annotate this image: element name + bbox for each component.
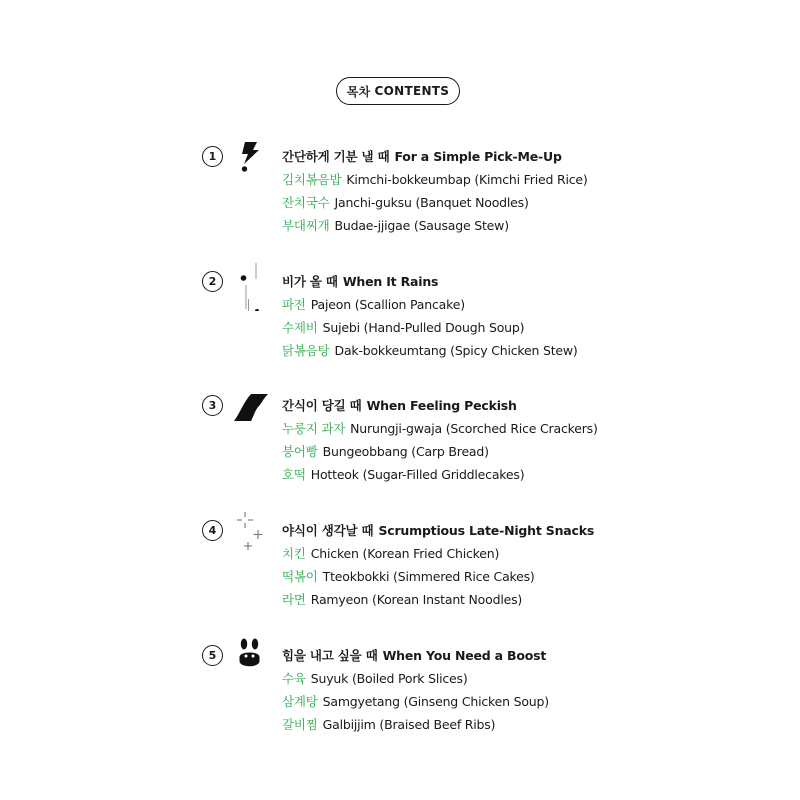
recipe-name-english: Sujebi (Hand-Pulled Dough Soup) — [322, 320, 525, 335]
chapter-title-korean: 비가 올 때 — [282, 274, 338, 289]
recipe-name-korean: 수육 — [282, 671, 306, 686]
recipe-item[interactable] — [282, 442, 489, 460]
chapter-1 — [0, 146, 800, 258]
recipe-item[interactable] — [282, 692, 549, 710]
chapter-title-english: When Feeling Peckish — [366, 398, 517, 413]
chapter-title-korean: 간식이 당길 때 — [282, 398, 362, 413]
recipe-name-english: Dak-bokkeumtang (Spicy Chicken Stew) — [334, 343, 578, 358]
chapter-number-badge: 5 — [202, 645, 223, 666]
chapter-title[interactable] — [282, 396, 517, 414]
chapter-title[interactable] — [282, 521, 594, 539]
recipe-name-english: Suyuk (Boiled Pork Slices) — [310, 671, 468, 686]
recipe-name-korean: 닭볶음탕 — [282, 343, 330, 358]
recipe-name-korean: 호떡 — [282, 467, 306, 482]
recipe-item[interactable] — [282, 216, 509, 234]
recipe-name-korean: 치킨 — [282, 546, 306, 561]
recipe-name-english: Kimchi-bokkeumbap (Kimchi Fried Rice) — [346, 172, 588, 187]
recipe-item[interactable] — [282, 590, 522, 608]
recipe-name-korean: 파전 — [282, 297, 306, 312]
contents-header — [336, 77, 460, 105]
bunny-face-icon — [230, 637, 270, 685]
recipe-name-english: Hotteok (Sugar-Filled Griddlecakes) — [310, 467, 525, 482]
header-korean: 목차 — [346, 84, 371, 99]
recipe-name-korean: 김치볶음밥 — [282, 172, 342, 187]
chapter-title-korean: 간단하게 기분 낼 때 — [282, 149, 390, 164]
sparkle-stars-icon — [230, 512, 270, 560]
chapter-title-english: When You Need a Boost — [382, 648, 547, 663]
rain-drops-icon — [230, 263, 270, 311]
recipe-name-english: Nurungji-gwaja (Scorched Rice Crackers) — [350, 421, 598, 436]
chapter-2 — [0, 271, 800, 383]
recipe-item[interactable] — [282, 465, 524, 483]
chapter-title[interactable] — [282, 147, 562, 165]
recipe-name-korean: 갈비찜 — [282, 717, 318, 732]
chapter-number-badge: 2 — [202, 271, 223, 292]
recipe-name-english: Ramyeon (Korean Instant Noodles) — [310, 592, 523, 607]
recipe-name-english: Pajeon (Scallion Pancake) — [310, 297, 465, 312]
snack-shape-icon — [230, 387, 270, 435]
chapter-number-badge: 4 — [202, 520, 223, 541]
recipe-item[interactable] — [282, 170, 588, 188]
recipe-item[interactable] — [282, 295, 465, 313]
recipe-name-english: Budae-jjigae (Sausage Stew) — [334, 218, 509, 233]
header-english: CONTENTS — [374, 84, 450, 98]
lightning-bolt-icon — [230, 138, 270, 186]
recipe-name-english: Galbijjim (Braised Beef Ribs) — [322, 717, 496, 732]
recipe-name-korean: 누룽지 과자 — [282, 421, 346, 436]
recipe-name-korean: 라면 — [282, 592, 306, 607]
chapter-number-badge: 1 — [202, 146, 223, 167]
recipe-name-english: Bungeobbang (Carp Bread) — [322, 444, 489, 459]
recipe-name-korean: 삼계탕 — [282, 694, 318, 709]
recipe-item[interactable] — [282, 715, 495, 733]
recipe-name-korean: 떡볶이 — [282, 569, 318, 584]
chapter-4 — [0, 520, 800, 632]
recipe-item[interactable] — [282, 341, 578, 359]
chapter-title-korean: 힘을 내고 싶을 때 — [282, 648, 378, 663]
recipe-item[interactable] — [282, 567, 535, 585]
recipe-name-korean: 부대찌개 — [282, 218, 330, 233]
recipe-name-english: Samgyetang (Ginseng Chicken Soup) — [322, 694, 549, 709]
recipe-item[interactable] — [282, 193, 529, 211]
recipe-item[interactable] — [282, 669, 468, 687]
recipe-name-korean: 수제비 — [282, 320, 318, 335]
chapter-title-english: When It Rains — [342, 274, 439, 289]
chapter-5 — [0, 645, 800, 757]
recipe-item[interactable] — [282, 544, 499, 562]
chapter-number-badge: 3 — [202, 395, 223, 416]
chapter-title-english: Scrumptious Late-Night Snacks — [378, 523, 595, 538]
recipe-name-english: Tteokbokki (Simmered Rice Cakes) — [322, 569, 535, 584]
recipe-name-korean: 잔치국수 — [282, 195, 330, 210]
recipe-name-korean: 붕어빵 — [282, 444, 318, 459]
recipe-name-english: Janchi-guksu (Banquet Noodles) — [334, 195, 529, 210]
chapter-title[interactable] — [282, 646, 546, 664]
recipe-name-english: Chicken (Korean Fried Chicken) — [310, 546, 500, 561]
chapter-3 — [0, 395, 800, 507]
recipe-item[interactable] — [282, 419, 598, 437]
recipe-item[interactable] — [282, 318, 524, 336]
chapter-title-english: For a Simple Pick-Me-Up — [394, 149, 562, 164]
chapter-title-korean: 야식이 생각날 때 — [282, 523, 374, 538]
chapter-title[interactable] — [282, 272, 438, 290]
